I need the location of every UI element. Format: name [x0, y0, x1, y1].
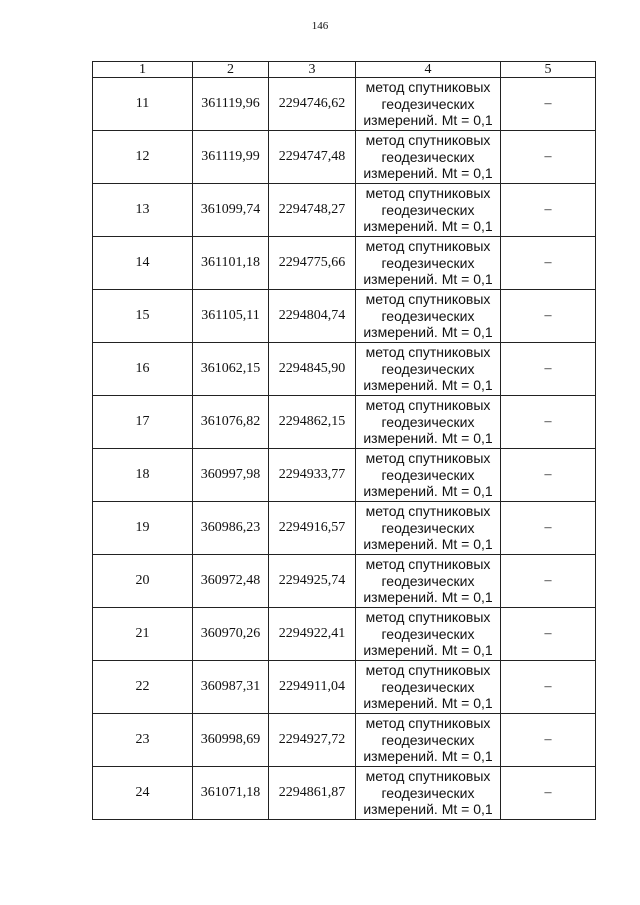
x-coordinate-cell: 361105,11 [193, 290, 269, 343]
method-cell [356, 502, 501, 555]
method-line: геодезических [381, 307, 475, 324]
method-line: измерений. Mt = 0,1 [363, 271, 493, 288]
header-col-5: 5 [501, 62, 596, 78]
table-header [93, 62, 596, 78]
point-number-cell: 22 [93, 661, 193, 714]
note-cell: – [501, 555, 596, 608]
table-row [93, 290, 596, 343]
page-number: 146 [311, 20, 329, 32]
table-row [93, 78, 596, 131]
y-coordinate-cell: 2294746,62 [269, 78, 356, 131]
method-cell [356, 396, 501, 449]
table-row [93, 343, 596, 396]
header-row [93, 62, 596, 78]
point-number-cell: 23 [93, 714, 193, 767]
x-coordinate-cell: 361119,99 [193, 131, 269, 184]
method-line: измерений. Mt = 0,1 [363, 642, 493, 659]
method-cell [356, 184, 501, 237]
note-cell: – [501, 714, 596, 767]
method-line: измерений. Mt = 0,1 [363, 695, 493, 712]
note-cell: – [501, 502, 596, 555]
x-coordinate-cell: 360987,31 [193, 661, 269, 714]
method-line: метод спутниковых [365, 715, 491, 732]
x-coordinate-cell: 361076,82 [193, 396, 269, 449]
x-coordinate-cell: 361119,96 [193, 78, 269, 131]
method-line: измерений. Mt = 0,1 [363, 748, 493, 765]
point-number-cell: 20 [93, 555, 193, 608]
x-coordinate-cell: 361062,15 [193, 343, 269, 396]
method-line: геодезических [381, 413, 475, 430]
method-line: метод спутниковых [365, 662, 491, 679]
point-number-cell: 21 [93, 608, 193, 661]
table-row [93, 237, 596, 290]
method-line: геодезических [381, 254, 475, 271]
y-coordinate-cell: 2294916,57 [269, 502, 356, 555]
method-line: измерений. Mt = 0,1 [363, 218, 493, 235]
method-cell [356, 131, 501, 184]
table-row [93, 449, 596, 502]
y-coordinate-cell: 2294922,41 [269, 608, 356, 661]
method-line: геодезических [381, 519, 475, 536]
y-coordinate-cell: 2294804,74 [269, 290, 356, 343]
method-line: измерений. Mt = 0,1 [363, 165, 493, 182]
method-line: измерений. Mt = 0,1 [363, 377, 493, 394]
method-line: метод спутниковых [365, 503, 491, 520]
method-line: метод спутниковых [365, 185, 491, 202]
point-number-cell: 16 [93, 343, 193, 396]
method-cell [356, 714, 501, 767]
y-coordinate-cell: 2294925,74 [269, 555, 356, 608]
y-coordinate-cell: 2294933,77 [269, 449, 356, 502]
table-row [93, 555, 596, 608]
method-cell [356, 343, 501, 396]
method-line: метод спутниковых [365, 397, 491, 414]
note-cell: – [501, 767, 596, 820]
method-line: геодезических [381, 572, 475, 589]
table-body [93, 78, 596, 820]
method-line: метод спутниковых [365, 768, 491, 785]
y-coordinate-cell: 2294748,27 [269, 184, 356, 237]
x-coordinate-cell: 360998,69 [193, 714, 269, 767]
method-cell [356, 290, 501, 343]
header-col-4: 4 [356, 62, 501, 78]
point-number-cell: 24 [93, 767, 193, 820]
method-cell [356, 608, 501, 661]
header-col-1: 1 [93, 62, 193, 78]
note-cell: – [501, 449, 596, 502]
method-line: геодезических [381, 784, 475, 801]
method-line: метод спутниковых [365, 556, 491, 573]
point-number-cell: 18 [93, 449, 193, 502]
table-row [93, 131, 596, 184]
y-coordinate-cell: 2294747,48 [269, 131, 356, 184]
y-coordinate-cell: 2294862,15 [269, 396, 356, 449]
note-cell: – [501, 78, 596, 131]
x-coordinate-cell: 361101,18 [193, 237, 269, 290]
x-coordinate-cell: 360986,23 [193, 502, 269, 555]
point-number-cell: 14 [93, 237, 193, 290]
method-cell [356, 661, 501, 714]
method-line: геодезических [381, 95, 475, 112]
method-line: измерений. Mt = 0,1 [363, 589, 493, 606]
table-row [93, 396, 596, 449]
method-line: измерений. Mt = 0,1 [363, 430, 493, 447]
method-cell [356, 237, 501, 290]
method-line: метод спутниковых [365, 344, 491, 361]
note-cell: – [501, 237, 596, 290]
y-coordinate-cell: 2294861,87 [269, 767, 356, 820]
point-number-cell: 17 [93, 396, 193, 449]
point-number-cell: 15 [93, 290, 193, 343]
method-line: метод спутниковых [365, 238, 491, 255]
x-coordinate-cell: 360970,26 [193, 608, 269, 661]
x-coordinate-cell: 360997,98 [193, 449, 269, 502]
table-row [93, 767, 596, 820]
method-line: метод спутниковых [365, 450, 491, 467]
y-coordinate-cell: 2294845,90 [269, 343, 356, 396]
method-line: измерений. Mt = 0,1 [363, 324, 493, 341]
table-row [93, 608, 596, 661]
table-row [93, 184, 596, 237]
note-cell: – [501, 396, 596, 449]
x-coordinate-cell: 360972,48 [193, 555, 269, 608]
point-number-cell: 11 [93, 78, 193, 131]
method-line: геодезических [381, 625, 475, 642]
method-line: геодезических [381, 148, 475, 165]
method-line: метод спутниковых [365, 291, 491, 308]
method-line: измерений. Mt = 0,1 [363, 801, 493, 818]
x-coordinate-cell: 361071,18 [193, 767, 269, 820]
method-cell [356, 78, 501, 131]
method-cell [356, 449, 501, 502]
note-cell: – [501, 131, 596, 184]
note-cell: – [501, 343, 596, 396]
point-number-cell: 19 [93, 502, 193, 555]
method-line: метод спутниковых [365, 609, 491, 626]
note-cell: – [501, 184, 596, 237]
table-row [93, 714, 596, 767]
header-col-2: 2 [193, 62, 269, 78]
y-coordinate-cell: 2294775,66 [269, 237, 356, 290]
method-line: метод спутниковых [365, 132, 491, 149]
table-row [93, 502, 596, 555]
method-line: геодезических [381, 360, 475, 377]
method-line: геодезических [381, 678, 475, 695]
point-number-cell: 13 [93, 184, 193, 237]
x-coordinate-cell: 361099,74 [193, 184, 269, 237]
y-coordinate-cell: 2294911,04 [269, 661, 356, 714]
method-line: измерений. Mt = 0,1 [363, 483, 493, 500]
method-line: геодезических [381, 731, 475, 748]
note-cell: – [501, 661, 596, 714]
method-line: измерений. Mt = 0,1 [363, 536, 493, 553]
note-cell: – [501, 608, 596, 661]
method-cell [356, 767, 501, 820]
method-cell [356, 555, 501, 608]
coordinates-table [92, 61, 596, 820]
method-line: геодезических [381, 466, 475, 483]
table-row [93, 661, 596, 714]
method-line: измерений. Mt = 0,1 [363, 112, 493, 129]
method-line: геодезических [381, 201, 475, 218]
point-number-cell: 12 [93, 131, 193, 184]
method-line: метод спутниковых [365, 79, 491, 96]
note-cell: – [501, 290, 596, 343]
header-col-3: 3 [269, 62, 356, 78]
y-coordinate-cell: 2294927,72 [269, 714, 356, 767]
